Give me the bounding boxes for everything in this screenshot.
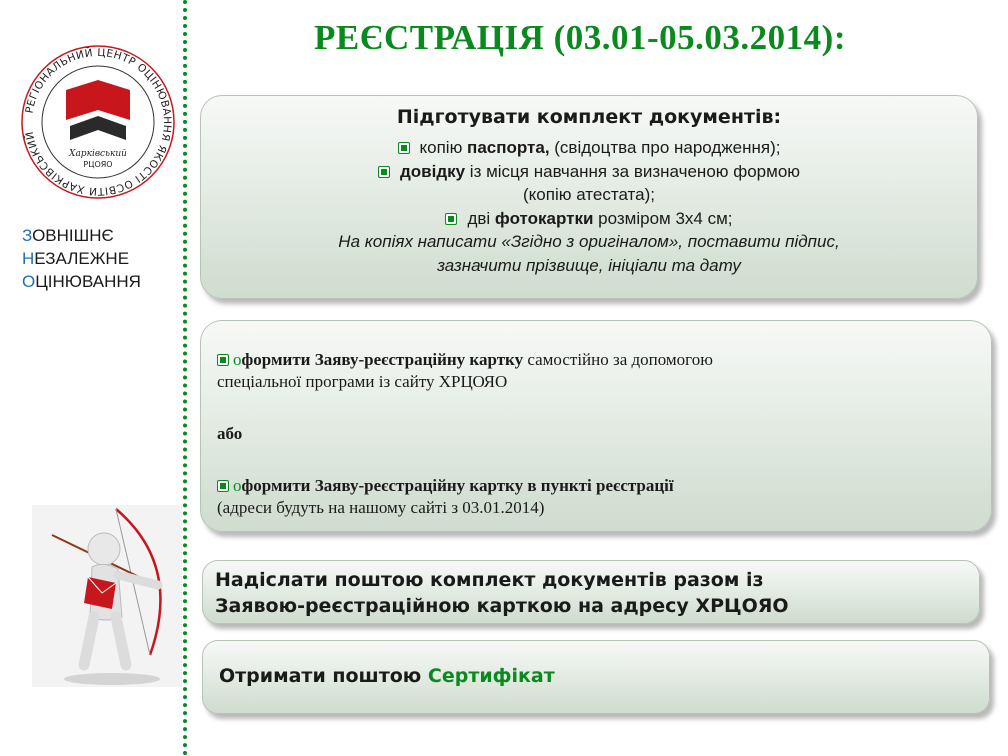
zno-line: ЗОВНІШНЄ xyxy=(22,226,114,245)
documents-panel xyxy=(200,95,978,299)
checkbox-bullet-icon xyxy=(217,354,229,366)
application-card-panel xyxy=(200,320,992,532)
zno-label xyxy=(22,224,141,293)
zno-line: НЕЗАЛЕЖНЕ xyxy=(22,249,130,268)
list-item-cont: (копію атестата); xyxy=(523,185,655,204)
copies-note: зазначити прізвище, ініціали та дату xyxy=(437,255,741,275)
certificate-panel xyxy=(202,640,990,714)
option-online: оформити Заяву-реєстраційну картку самостійно за допомогою xyxy=(217,349,977,371)
option-online-cont: спеціальної програми із сайту ХРЦОЯО xyxy=(217,372,508,391)
certificate-text: Отримати поштою Сертифікат xyxy=(219,665,555,687)
certificate-highlight: Сертифікат xyxy=(427,665,555,687)
copies-note: На копіях написати «Згідно з оригіналом», поставити підпис, xyxy=(338,232,840,251)
logo-line2: РЦОЯО xyxy=(83,160,113,169)
zno-line: ОЦІНЮВАННЯ xyxy=(22,272,141,291)
checkbox-bullet-icon xyxy=(445,213,457,225)
option-registration-point: оформити Заяву-реєстраційну картку в пункті реєстрації xyxy=(217,475,977,497)
send-by-mail-text: Заявою-реєстраційною карткою на адресу ХРЦОЯО xyxy=(215,595,789,617)
send-by-mail-panel xyxy=(202,560,980,624)
or-label: або xyxy=(217,424,243,443)
documents-heading: Підготувати комплект документів: xyxy=(396,106,782,128)
list-item: дві фотокартки розміром 3х4 см; xyxy=(201,207,977,231)
option-registration-point-cont: (адреси будуть на нашому сайті з 03.01.2014) xyxy=(217,498,545,517)
logo-line1: Харківський xyxy=(69,149,127,159)
documents-list xyxy=(201,136,977,277)
list-item: копію паспорта, (свідоцтва про народження); xyxy=(201,136,977,160)
list-item: довідку із місця навчання за визначеною формою xyxy=(201,160,977,184)
checkbox-bullet-icon xyxy=(398,142,410,154)
rcoyao-logo xyxy=(18,42,178,202)
send-by-mail-text: Надіслати поштою комплект документів разом із xyxy=(215,569,764,591)
checkbox-bullet-icon xyxy=(217,480,229,492)
checkbox-bullet-icon xyxy=(378,166,390,178)
archer-figure-illustration xyxy=(32,505,182,687)
dotted-divider xyxy=(183,0,187,756)
page-title: РЕЄСТРАЦІЯ (03.01-05.03.2014): xyxy=(313,18,846,57)
logo-ring-text: РЕГІОНАЛЬНИЙ ЦЕНТР ОЦІНЮВАННЯ ЯКОСТІ ОСВІТИ ХАРКІВСЬКИЙ xyxy=(23,46,174,198)
